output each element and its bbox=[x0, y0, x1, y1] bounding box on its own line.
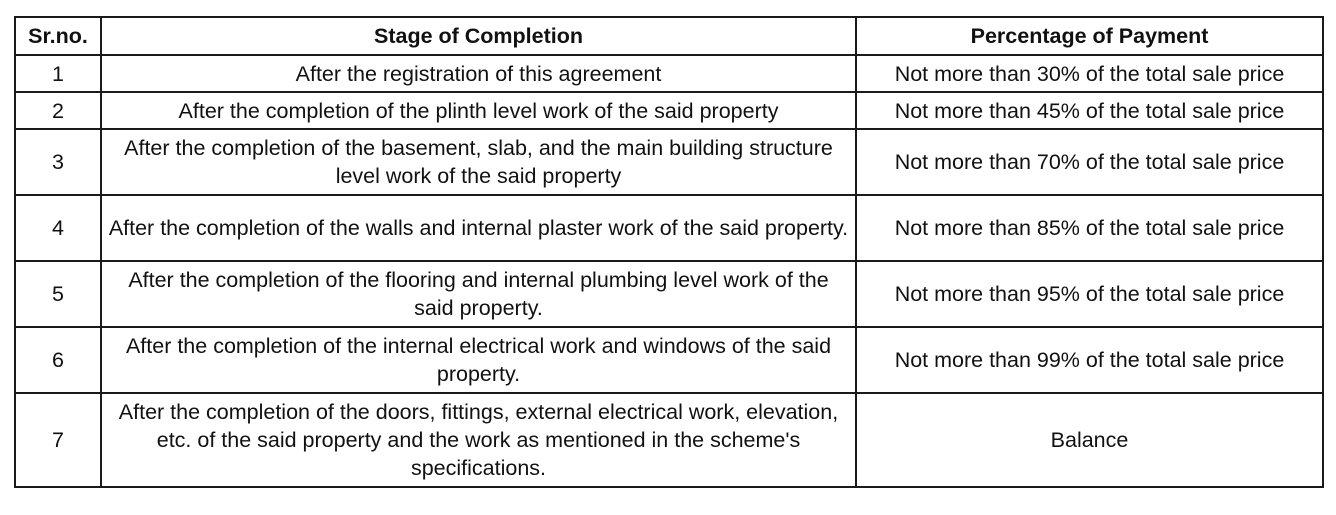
cell-srno: 5 bbox=[15, 261, 101, 327]
cell-payment: Not more than 30% of the total sale price bbox=[856, 55, 1323, 92]
cell-stage: After the completion of the plinth level work of the said property bbox=[101, 92, 856, 129]
payment-schedule-table bbox=[14, 16, 1324, 488]
cell-srno: 1 bbox=[15, 55, 101, 92]
table-row bbox=[15, 129, 1323, 195]
header-srno: Sr.no. bbox=[15, 17, 101, 55]
cell-stage: After the registration of this agreement bbox=[101, 55, 856, 92]
cell-srno: 3 bbox=[15, 129, 101, 195]
cell-payment: Balance bbox=[856, 393, 1323, 487]
table-row bbox=[15, 327, 1323, 393]
cell-stage: After the completion of the flooring and internal plumbing level work of the said property. bbox=[101, 261, 856, 327]
cell-stage: After the completion of the basement, slab, and the main building structure level work of the said property bbox=[101, 129, 856, 195]
cell-srno: 7 bbox=[15, 393, 101, 487]
table-row bbox=[15, 393, 1323, 487]
cell-payment: Not more than 45% of the total sale price bbox=[856, 92, 1323, 129]
cell-stage: After the completion of the internal electrical work and windows of the said property. bbox=[101, 327, 856, 393]
header-row bbox=[15, 17, 1323, 55]
cell-payment: Not more than 85% of the total sale price bbox=[856, 195, 1323, 261]
cell-srno: 6 bbox=[15, 327, 101, 393]
cell-srno: 4 bbox=[15, 195, 101, 261]
table-row bbox=[15, 55, 1323, 92]
cell-payment: Not more than 70% of the total sale price bbox=[856, 129, 1323, 195]
cell-payment: Not more than 99% of the total sale price bbox=[856, 327, 1323, 393]
cell-stage: After the completion of the doors, fittings, external electrical work, elevation, etc. of the said property and the work as mentioned in the scheme's specifications. bbox=[101, 393, 856, 487]
table-row bbox=[15, 92, 1323, 129]
cell-srno: 2 bbox=[15, 92, 101, 129]
table-row bbox=[15, 195, 1323, 261]
cell-stage: After the completion of the walls and internal plaster work of the said property. bbox=[101, 195, 856, 261]
header-stage: Stage of Completion bbox=[101, 17, 856, 55]
cell-payment: Not more than 95% of the total sale price bbox=[856, 261, 1323, 327]
table-row bbox=[15, 261, 1323, 327]
header-payment: Percentage of Payment bbox=[856, 17, 1323, 55]
